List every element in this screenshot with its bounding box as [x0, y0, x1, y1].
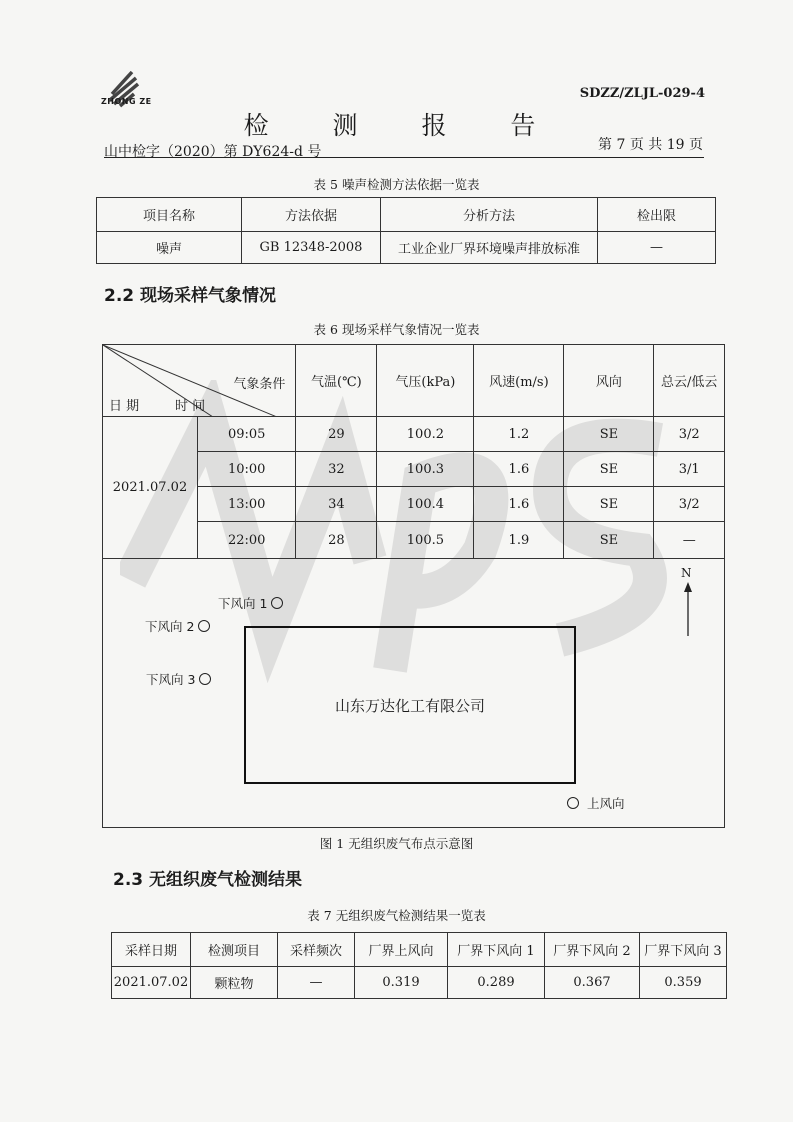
table7-header-frequency: 采样频次 — [278, 933, 355, 967]
table6-row1-temp: 29 — [296, 417, 377, 452]
table6-row4-time: 22:00 — [198, 522, 296, 559]
table6-header-temp: 气温(℃) — [296, 345, 377, 417]
downwind-1-marker-icon — [271, 597, 283, 609]
table7-header-upwind: 厂界上风向 — [355, 933, 448, 967]
table5-header-item: 项目名称 — [97, 198, 242, 232]
weather-table — [102, 344, 725, 559]
table6-row1-cloud: 3/2 — [654, 417, 725, 452]
table7-cell-downwind3: 0.359 — [640, 967, 727, 999]
table7-header-downwind3: 厂界下风向 3 — [640, 933, 727, 967]
table6-header-cloud: 总云/低云 — [654, 345, 725, 417]
upwind-label: 上风向 — [587, 796, 625, 811]
figure1-caption: 图 1 无组织废气布点示意图 — [319, 836, 474, 851]
table6-row1-speed: 1.2 — [474, 417, 564, 452]
table6-corner-cell — [103, 345, 296, 417]
table7-caption: 表 7 无组织废气检测结果一览表 — [307, 908, 486, 923]
downwind-point-2 — [145, 617, 210, 635]
factory-boundary — [244, 626, 576, 784]
table5-cell-method: 工业企业厂界环境噪声排放标准 — [381, 232, 598, 264]
upwind-point — [567, 794, 625, 812]
header-divider — [104, 157, 704, 158]
table6-row3-time: 13:00 — [198, 487, 296, 522]
downwind-point-1 — [218, 594, 283, 612]
table6-row3-pressure: 100.4 — [377, 487, 474, 522]
table5-cell-basis: GB 12348-2008 — [242, 232, 381, 264]
report-number: 山中检字（2020）第 DY624-d 号 — [104, 144, 322, 160]
table7-cell-downwind1: 0.289 — [448, 967, 545, 999]
table6-row2-temp: 32 — [296, 452, 377, 487]
table7-header-date: 采样日期 — [112, 933, 191, 967]
section-2-3-heading: 2.3 无组织废气检测结果 — [113, 870, 303, 890]
table6-row3-speed: 1.6 — [474, 487, 564, 522]
corner-label-date: 日 期 — [109, 399, 140, 414]
downwind-3-label: 下风向 3 — [146, 672, 196, 687]
emission-results-table — [111, 932, 727, 999]
table6-row4-cloud: — — [654, 522, 725, 559]
downwind-1-label: 下风向 1 — [218, 596, 268, 611]
table7-cell-frequency: — — [278, 967, 355, 999]
factory-name: 山东万达化工有限公司 — [334, 696, 485, 715]
table6-header-speed: 风速(m/s) — [474, 345, 564, 417]
table6-row2-cloud: 3/1 — [654, 452, 725, 487]
table7-header-downwind2: 厂界下风向 2 — [545, 933, 640, 967]
table6-row4-temp: 28 — [296, 522, 377, 559]
table6-row2-time: 10:00 — [198, 452, 296, 487]
table6-header-pressure: 气压(kPa) — [377, 345, 474, 417]
downwind-3-marker-icon — [199, 673, 211, 685]
table7-header-item: 检测项目 — [191, 933, 278, 967]
table7-cell-item: 颗粒物 — [191, 967, 278, 999]
corner-label-time: 时 间 — [175, 399, 206, 414]
table5-header-method: 分析方法 — [381, 198, 598, 232]
north-arrow-icon — [680, 580, 696, 638]
north-label: N — [681, 566, 692, 580]
table6-row1-time: 09:05 — [198, 417, 296, 452]
table6-header-direction: 风向 — [564, 345, 654, 417]
table6-row2-speed: 1.6 — [474, 452, 564, 487]
table6-row2-direction: SE — [564, 452, 654, 487]
table5-cell-limit: — — [598, 232, 716, 264]
table6-row3-temp: 34 — [296, 487, 377, 522]
table6-row4-speed: 1.9 — [474, 522, 564, 559]
noise-method-table — [96, 197, 716, 264]
table5-header-basis: 方法依据 — [242, 198, 381, 232]
table6-row4-direction: SE — [564, 522, 654, 559]
table6-row1-direction: SE — [564, 417, 654, 452]
table5-cell-item: 噪声 — [97, 232, 242, 264]
table7-cell-date: 2021.07.02 — [112, 967, 191, 999]
corner-label-weather: 气象条件 — [233, 377, 286, 392]
table5-caption: 表 5 噪声检测方法依据一览表 — [313, 177, 480, 192]
report-title: 检 测 报 告 — [243, 111, 564, 140]
document-code: SDZZ/ZLJL-029-4 — [579, 86, 705, 101]
table6-row1-pressure: 100.2 — [377, 417, 474, 452]
table7-header-downwind1: 厂界下风向 1 — [448, 933, 545, 967]
table6-date-cell: 2021.07.02 — [103, 417, 198, 559]
table7-cell-downwind2: 0.367 — [545, 967, 640, 999]
table5-header-limit: 检出限 — [598, 198, 716, 232]
page-indicator: 第 7 页 共 19 页 — [598, 137, 703, 153]
table6-row3-cloud: 3/2 — [654, 487, 725, 522]
table6-caption: 表 6 现场采样气象情况一览表 — [313, 322, 480, 337]
logo-text: ZHONG ZE — [101, 97, 152, 106]
downwind-point-3 — [146, 670, 211, 688]
table6-row3-direction: SE — [564, 487, 654, 522]
table6-row4-pressure: 100.5 — [377, 522, 474, 559]
table6-row2-pressure: 100.3 — [377, 452, 474, 487]
downwind-2-marker-icon — [198, 620, 210, 632]
downwind-2-label: 下风向 2 — [145, 619, 195, 634]
table7-cell-upwind: 0.319 — [355, 967, 448, 999]
upwind-marker-icon — [567, 797, 579, 809]
section-2-2-heading: 2.2 现场采样气象情况 — [104, 286, 277, 306]
